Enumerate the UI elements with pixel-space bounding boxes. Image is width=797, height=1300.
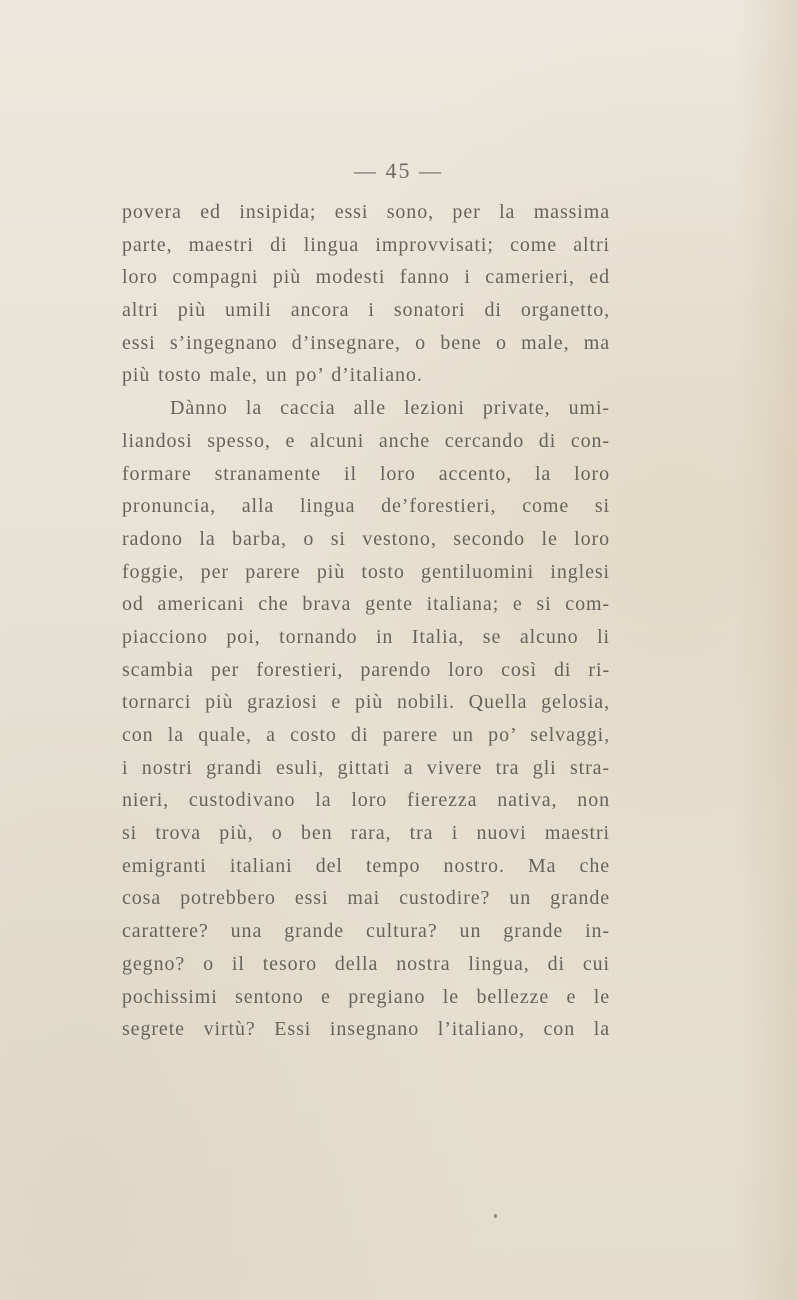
text-line: tornarci più graziosi e più nobili. Quella gelosia,	[122, 691, 610, 714]
text-line: pronuncia, alla lingua de’forestieri, come si	[122, 495, 610, 518]
text-line: od americani che brava gente italiana; e si com-	[122, 593, 610, 616]
text-line: scambia per forestieri, parendo loro così di ri-	[122, 658, 610, 681]
text-line: emigranti italiani del tempo nostro. Ma che	[122, 854, 610, 877]
text-line: si trova più, o ben rara, tra i nuovi maestri	[122, 822, 610, 845]
text-line: nieri, custodivano la loro fierezza nativa, non	[122, 789, 610, 812]
text-line: segrete virtù? Essi insegnano l’italiano, con la	[122, 1018, 610, 1041]
text-line: parte, maestri di lingua improvvisati; come altri	[122, 233, 610, 256]
text-line: essi s’ingegnano d’insegnare, o bene o male, ma	[122, 331, 610, 354]
page-edge-shading	[737, 0, 797, 1300]
text-line: radono la barba, o si vestono, secondo le loro	[122, 527, 610, 550]
ink-speck	[494, 1214, 497, 1218]
text-line: gegno? o il tesoro della nostra lingua, di cui	[122, 952, 610, 975]
text-line: foggie, per parere più tosto gentiluomini inglesi	[122, 560, 610, 583]
text-line: carattere? una grande cultura? un grande in-	[122, 920, 610, 943]
text-line: altri più umili ancora i sonatori di organetto,	[122, 299, 610, 322]
text-line: i nostri grandi esuli, gittati a vivere tra gli stra-	[122, 756, 610, 779]
text-line-paragraph-end: più tosto male, un po’ d’italiano.	[122, 364, 423, 387]
text-line: piacciono poi, tornando in Italia, se alcuno li	[122, 625, 610, 648]
text-line: pochissimi sentono e pregiano le bellezze e le	[122, 985, 610, 1008]
text-line: loro compagni più modesti fanno i camerieri, ed	[122, 266, 610, 289]
text-line: povera ed insipida; essi sono, per la massima	[122, 201, 610, 223]
text-line-paragraph-start: Dànno la caccia alle lezioni private, umi-	[170, 397, 610, 420]
text-line: liandosi spesso, e alcuni anche cercando di con-	[122, 429, 610, 452]
page-number: — 45 —	[354, 158, 443, 183]
text-line: con la quale, a costo di parere un po’ selvaggi,	[122, 724, 610, 746]
text-line: formare stranamente il loro accento, la loro	[122, 462, 610, 485]
text-line: cosa potrebbero essi mai custodire? un grande	[122, 887, 610, 910]
body-text	[122, 196, 610, 1046]
